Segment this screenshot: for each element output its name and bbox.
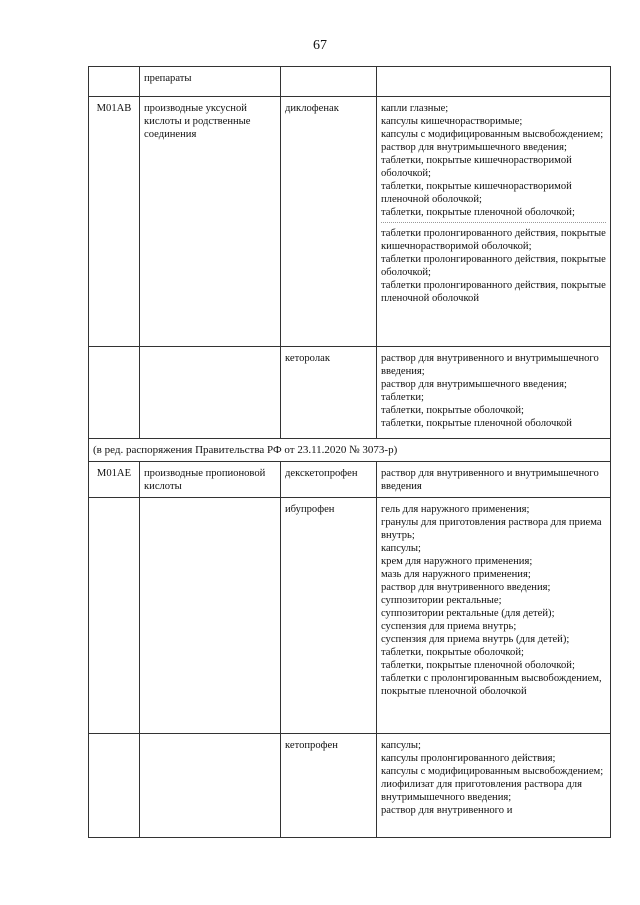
dosage-form-item: таблетки, покрытые пленочной оболочкой <box>381 418 572 429</box>
dosage-form-item: раствор для внутримышечного введения; <box>381 379 567 390</box>
dosage-form-item: капсулы пролонгированного действия; <box>381 753 556 764</box>
dosage-form-item: таблетки, покрытые оболочкой; <box>381 405 524 416</box>
drug-name: кеторолак <box>281 347 377 439</box>
table-row <box>89 97 611 347</box>
dosage-form-item: раствор для внутривенного введения; <box>381 582 551 593</box>
drug-name: кетопрофен <box>281 734 377 838</box>
dosage-form-item: таблетки, покрытые кишечнорастворимой пленочной оболочкой; <box>381 181 572 205</box>
dosage-forms <box>377 498 611 734</box>
dosage-form-item: капсулы кишечнорастворимые; <box>381 116 523 127</box>
dosage-form-item: таблетки, покрытые пленочной оболочкой; <box>381 207 575 218</box>
table-row <box>89 462 611 498</box>
table-row <box>89 347 611 439</box>
dosage-form-item: раствор для внутримышечного введения; <box>381 142 567 153</box>
dosage-form-item: раствор для внутривенного и внутримышечного введения; <box>381 353 599 377</box>
page-number: 67 <box>313 38 327 53</box>
pharmacological-group: производные уксусной кислоты и родственные соединения <box>140 97 281 347</box>
dosage-forms <box>377 734 611 838</box>
dosage-form-item: суппозитории ректальные (для детей); <box>381 608 555 619</box>
dosage-form-item: капсулы с модифицированным высвобождением; <box>381 766 604 777</box>
dosage-form-item: таблетки, покрытые оболочкой; <box>381 647 524 658</box>
atc-code <box>89 347 140 439</box>
dosage-form-item: раствор для внутривенного и внутримышечного введения <box>381 468 599 492</box>
drug-name: декскетопрофен <box>281 462 377 498</box>
drug-name: ибупрофен <box>281 498 377 734</box>
dosage-form-item: гранулы для приготовления раствора для приема внутрь; <box>381 517 602 541</box>
atc-code <box>89 67 140 97</box>
drug-table <box>88 66 611 838</box>
atc-code <box>89 498 140 734</box>
dosage-form-item: таблетки с пролонгированным высвобождением, покрытые пленочной оболочкой <box>381 673 602 697</box>
atc-code: M01AE <box>89 462 140 498</box>
table-row <box>89 498 611 734</box>
pharmacological-group: препараты <box>140 67 281 97</box>
drug-name: диклофенак <box>281 97 377 347</box>
table-row <box>89 67 611 97</box>
dosage-forms <box>377 347 611 439</box>
dosage-form-item: раствор для внутривенного и <box>381 805 513 816</box>
dosage-form-item: таблетки, покрытые кишечнорастворимой оболочкой; <box>381 155 572 179</box>
dosage-form-item: таблетки; <box>381 392 424 403</box>
dosage-form-item: мазь для наружного применения; <box>381 569 531 580</box>
drug-name <box>281 67 377 97</box>
dosage-form-item: суппозитории ректальные; <box>381 595 502 606</box>
dosage-form-item: таблетки пролонгированного действия, покрытые пленочной оболочкой <box>381 280 606 304</box>
amendment-note-row <box>89 439 611 462</box>
dosage-form-item: крем для наружного применения; <box>381 556 533 567</box>
dosage-form-item: лиофилизат для приготовления раствора для внутримышечного введения; <box>381 779 582 803</box>
dosage-form-item: капли глазные; <box>381 103 449 114</box>
dosage-form-item: гель для наружного применения; <box>381 504 530 515</box>
amendment-note: (в ред. распоряжения Правительства РФ от 23.11.2020 № 3073-р) <box>89 439 611 462</box>
atc-code: M01AB <box>89 97 140 347</box>
pharmacological-group <box>140 347 281 439</box>
dotted-separator <box>381 222 606 223</box>
dosage-form-item: капсулы; <box>381 740 421 751</box>
dosage-forms <box>377 67 611 97</box>
table-row <box>89 734 611 838</box>
dosage-form-item: таблетки, покрытые пленочной оболочкой; <box>381 660 575 671</box>
pharmacological-group <box>140 498 281 734</box>
dosage-forms <box>377 97 611 347</box>
dosage-form-item: таблетки пролонгированного действия, покрытые кишечнорастворимой оболочкой; <box>381 228 606 252</box>
dosage-form-item: капсулы с модифицированным высвобождением; <box>381 129 604 140</box>
pharmacological-group <box>140 734 281 838</box>
atc-code <box>89 734 140 838</box>
dosage-form-item: суспензия для приема внутрь (для детей); <box>381 634 570 645</box>
dosage-form-item: суспензия для приема внутрь; <box>381 621 517 632</box>
dosage-form-item: капсулы; <box>381 543 421 554</box>
dosage-forms <box>377 462 611 498</box>
pharmacological-group: производные пропионовой кислоты <box>140 462 281 498</box>
dosage-form-item: таблетки пролонгированного действия, покрытые оболочкой; <box>381 254 606 278</box>
